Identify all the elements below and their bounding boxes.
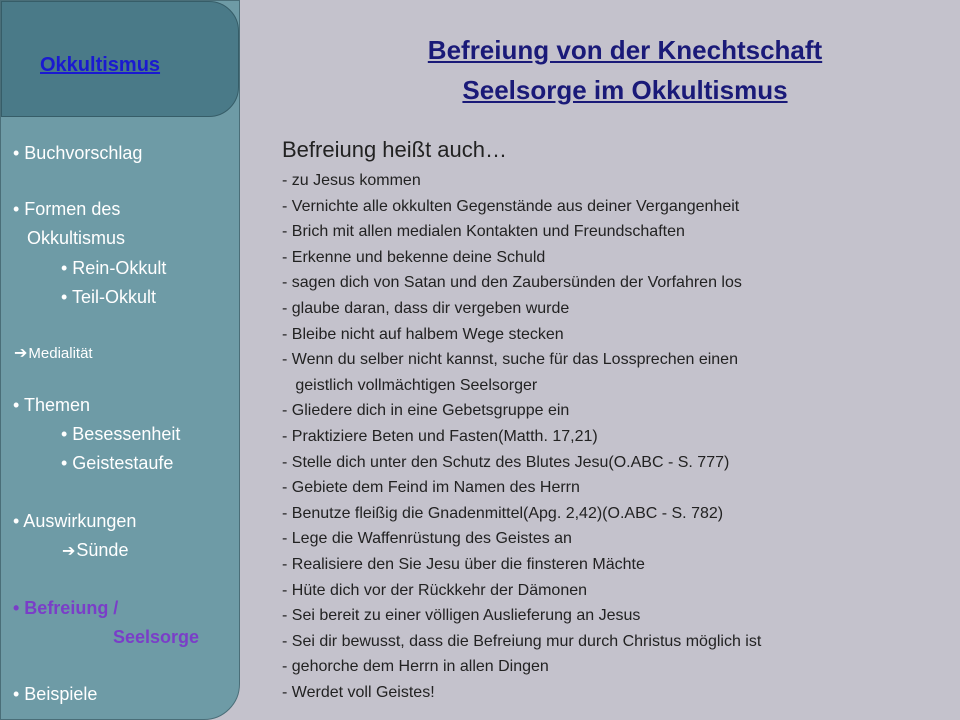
content-line: - sagen dich von Satan und den Zaubersünden der Vorfahren los — [282, 274, 742, 292]
sidebar-title-link[interactable]: Okkultismus — [40, 54, 161, 76]
nav-formen[interactable]: • Formen des — [13, 199, 121, 219]
content-line: - gehorche dem Herrn in allen Dingen — [282, 658, 549, 676]
nav-suende[interactable] — [62, 539, 128, 562]
nav-medialitaet[interactable] — [14, 342, 93, 365]
sidebar — [0, 0, 240, 720]
nav-beispiele[interactable]: • Beispiele — [13, 684, 98, 704]
content-line: - Sei bereit zu einer völligen Auslieferung an Jesus — [282, 607, 641, 625]
content-line: - Realisiere den Sie Jesu über die finsteren Mächte — [282, 555, 645, 573]
nav-themen[interactable]: • Themen — [13, 395, 91, 415]
arrow-right-icon: ➔ — [62, 541, 76, 560]
nav-besessenheit[interactable]: • Besessenheit — [61, 424, 181, 444]
nav-medialitaet-label: Medialität — [28, 345, 93, 362]
content-line: - Wenn du selber nicht kannst, suche für das Lossprechen einen — [282, 351, 738, 369]
content-line: - Hüte dich vor der Rückkehr der Dämonen — [282, 581, 588, 599]
arrow-right-icon: ➔ — [14, 343, 28, 362]
content-line: - Stelle dich unter den Schutz des Blutes Jesu(O.ABC - S. 777) — [282, 453, 730, 471]
intro-heading: Befreiung heißt auch… — [282, 137, 508, 162]
nav-befreiung[interactable]: • Befreiung / — [13, 598, 119, 618]
content-line: geistlich vollmächtigen Seelsorger — [282, 376, 538, 394]
nav-rein-okkult[interactable]: • Rein-Okkult — [61, 258, 167, 278]
content-line: - glaube daran, dass dir vergeben wurde — [282, 299, 570, 317]
sidebar-header — [1, 1, 239, 117]
content-line: - zu Jesus kommen — [282, 172, 421, 189]
content-line: - Werdet voll Geistes! — [282, 683, 435, 701]
page-title-line-2: Seelsorge im Okkultismus — [462, 75, 788, 105]
content-line: - Gliedere dich in eine Gebetsgruppe ein — [282, 402, 570, 420]
nav-suende-label: Sünde — [76, 540, 129, 560]
content-line: - Bleibe nicht auf halbem Wege stecken — [282, 325, 564, 343]
page-title — [320, 30, 930, 110]
content-line: - Benutze fleißig die Gnadenmittel(Apg. 2,42)(O.ABC - S. 782) — [282, 504, 724, 522]
content-line: - Gebiete dem Feind im Namen des Herrn — [282, 479, 580, 497]
page-title-line-1: Befreiung von der Knechtschaft — [427, 35, 823, 65]
nav-buchvorschlag[interactable]: • Buchvorschlag — [13, 143, 143, 163]
content-line: - Vernichte alle okkulten Gegenstände aus deiner Vergangenheit — [282, 197, 740, 215]
content-line: - Sei dir bewusst, dass die Befreiung mur durch Christus möglich ist — [282, 632, 762, 650]
content-line: - Erkenne und bekenne deine Schuld — [282, 248, 546, 266]
nav-formen-cont[interactable]: Okkultismus — [27, 228, 126, 248]
nav-geistestaufe[interactable]: • Geistestaufe — [61, 453, 174, 473]
content-line: - Lege die Waffenrüstung des Geistes an — [282, 530, 572, 548]
content-line: - Praktiziere Beten und Fasten(Matth. 17,21) — [282, 427, 598, 445]
nav-auswirkungen[interactable]: • Auswirkungen — [13, 511, 137, 531]
content-list — [282, 168, 761, 705]
nav-teil-okkult[interactable]: • Teil-Okkult — [61, 287, 156, 307]
content-line: - Brich mit allen medialen Kontakten und Freundschaften — [282, 223, 685, 241]
nav-befreiung-cont[interactable]: Seelsorge — [113, 627, 200, 647]
